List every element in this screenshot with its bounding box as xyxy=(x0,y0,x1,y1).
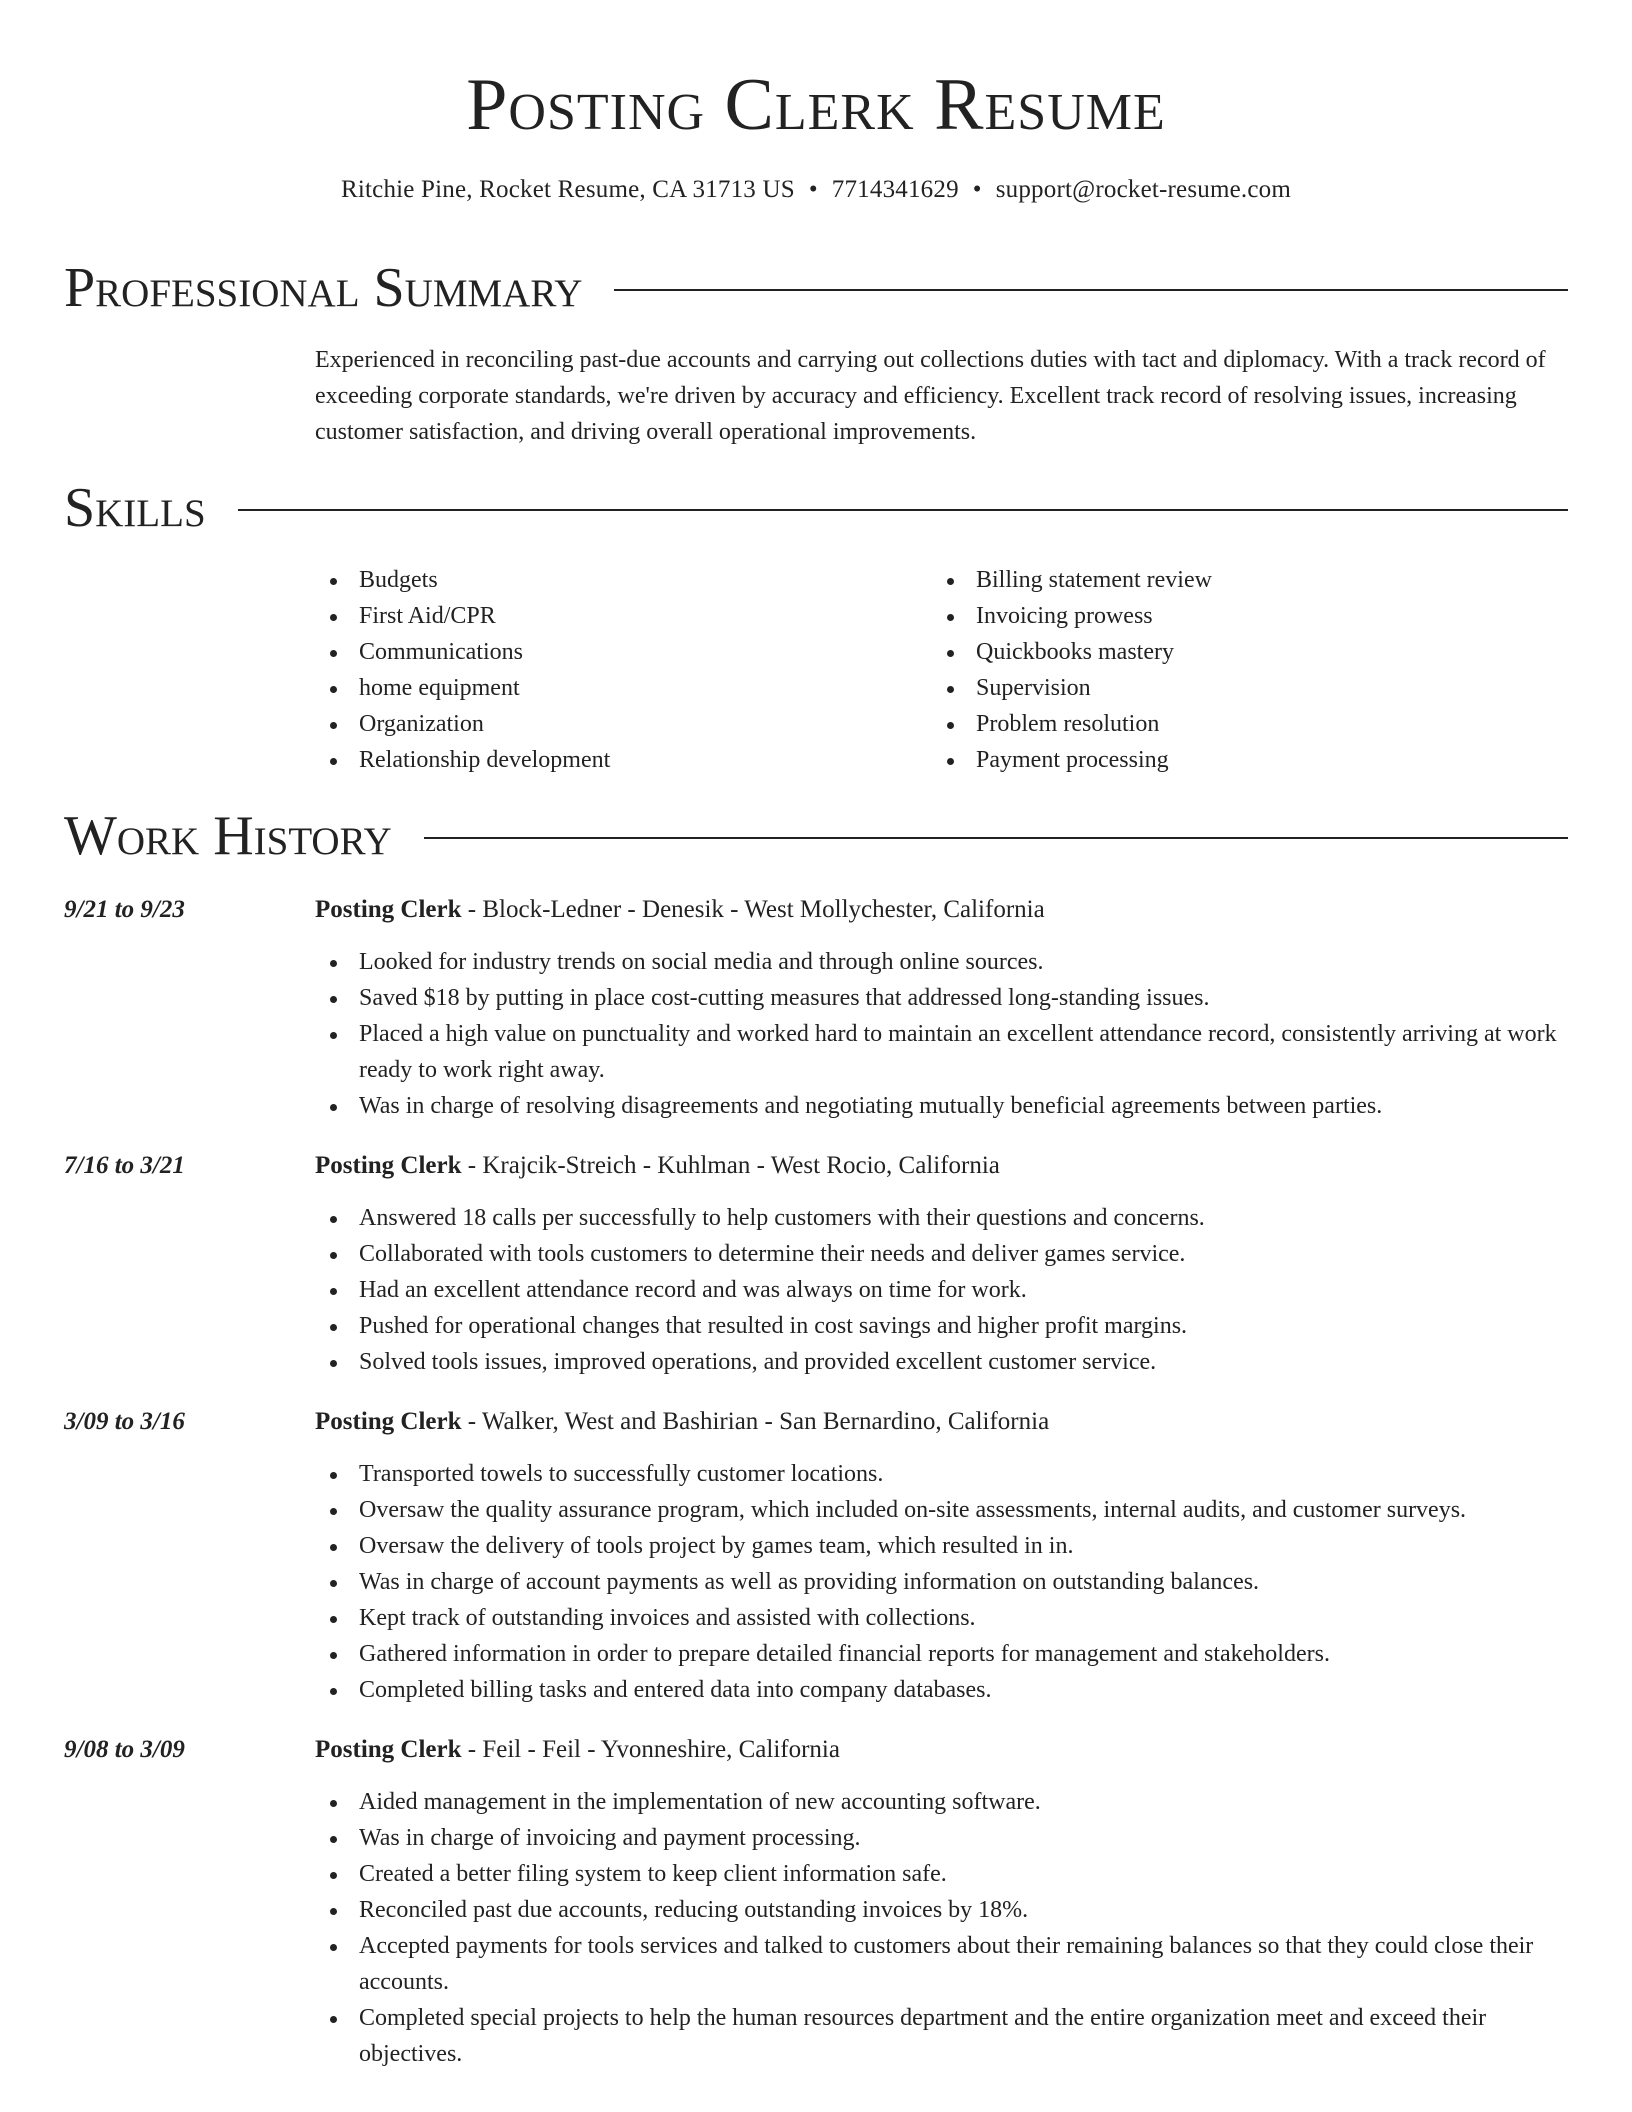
job-title-line xyxy=(315,1404,1567,1440)
job-duty-item: Oversaw the quality assurance program, which included on-site assessments, internal audits, and customer surveys. xyxy=(315,1492,1567,1528)
job-title-line xyxy=(315,1148,1567,1184)
job-title-line xyxy=(315,1732,1567,1768)
contact-separator: • xyxy=(972,176,982,203)
job-duty-item: Collaborated with tools customers to determine their needs and deliver games service. xyxy=(315,1236,1567,1272)
skill-item: Communications xyxy=(315,634,932,670)
skill-item: home equipment xyxy=(315,670,932,706)
job-entry xyxy=(64,1148,1568,1380)
job-duty-item: Was in charge of invoicing and payment processing. xyxy=(315,1820,1567,1856)
job-role: Posting Clerk xyxy=(315,1736,462,1763)
job-duty-item: Reconciled past due accounts, reducing outstanding invoices by 18%. xyxy=(315,1892,1567,1928)
work-heading-text: Work History xyxy=(64,805,392,867)
job-duty-item: Completed special projects to help the human resources department and the entire organization meet and exceed their objectives. xyxy=(315,2000,1567,2072)
job-body xyxy=(315,892,1567,1124)
job-duty-item: Gathered information in order to prepare detailed financial reports for management and stakeholders. xyxy=(315,1636,1567,1672)
summary-paragraph: Experienced in reconciling past-due accounts and carrying out collections duties with tact and diplomacy. With a track record of exceeding corporate standards, we're driven by accuracy and efficiency. Excellent track record of resolving issues, increasing customer satisfaction, and driving overall operational improvements. xyxy=(315,347,1546,445)
job-employer-details: - Feil - Feil - Yvonneshire, California xyxy=(461,1736,840,1763)
job-duty-item: Answered 18 calls per successfully to help customers with their questions and concerns. xyxy=(315,1200,1567,1236)
job-duty-item: Looked for industry trends on social media and through online sources. xyxy=(315,944,1567,980)
job-duty-item: Created a better filing system to keep client information safe. xyxy=(315,1856,1567,1892)
skills-section-heading xyxy=(64,477,1568,539)
job-body xyxy=(315,1404,1567,1708)
skill-item: Budgets xyxy=(315,562,932,598)
job-dates: 7/16 to 3/21 xyxy=(64,1152,185,1179)
job-body xyxy=(315,1732,1567,2072)
contact-address: Ritchie Pine, Rocket Resume, CA 31713 US xyxy=(340,176,795,203)
job-duty-item: Aided management in the implementation of new accounting software. xyxy=(315,1784,1567,1820)
contact-email: support@rocket-resume.com xyxy=(995,176,1292,203)
contact-phone: 7714341629 xyxy=(831,176,959,203)
work-section-heading xyxy=(64,805,1568,867)
job-duty-item: Transported towels to successfully customer locations. xyxy=(315,1456,1567,1492)
skills-column-left xyxy=(315,562,932,778)
skill-item: Quickbooks mastery xyxy=(932,634,1549,670)
work-history-list xyxy=(64,892,1568,2072)
job-duty-item: Accepted payments for tools services and talked to customers about their remaining balances so that they could close their accounts. xyxy=(315,1928,1567,2000)
summary-heading-text: Professional Summary xyxy=(64,257,583,319)
contact-line xyxy=(64,176,1568,204)
skill-item: Supervision xyxy=(932,670,1549,706)
skill-item: First Aid/CPR xyxy=(315,598,932,634)
contact-separator: • xyxy=(808,176,818,203)
job-duty-item: Was in charge of resolving disagreements and negotiating mutually beneficial agreements between parties. xyxy=(315,1088,1567,1124)
job-title-line xyxy=(315,892,1567,928)
job-entry xyxy=(64,1404,1568,1708)
job-role: Posting Clerk xyxy=(315,1408,462,1435)
section-divider xyxy=(424,837,1568,839)
skill-item: Relationship development xyxy=(315,742,932,778)
job-duty-item: Pushed for operational changes that resulted in cost savings and higher profit margins. xyxy=(315,1308,1567,1344)
job-duty-item: Completed billing tasks and entered data into company databases. xyxy=(315,1672,1567,1708)
job-duty-item: Had an excellent attendance record and was always on time for work. xyxy=(315,1272,1567,1308)
job-duty-item: Kept track of outstanding invoices and assisted with collections. xyxy=(315,1600,1567,1636)
job-duty-item: Solved tools issues, improved operations, and provided excellent customer service. xyxy=(315,1344,1567,1380)
job-body xyxy=(315,1148,1567,1380)
resume-title: Posting Clerk Resume xyxy=(466,64,1166,146)
job-dates: 3/09 to 3/16 xyxy=(64,1408,185,1435)
skill-item: Billing statement review xyxy=(932,562,1549,598)
skills-column-right xyxy=(932,562,1549,778)
job-role: Posting Clerk xyxy=(315,1152,462,1179)
job-dates: 9/08 to 3/09 xyxy=(64,1736,185,1763)
job-duty-item: Oversaw the delivery of tools project by games team, which resulted in in. xyxy=(315,1528,1567,1564)
job-duty-item: Saved $18 by putting in place cost-cutting measures that addressed long-standing issues. xyxy=(315,980,1567,1016)
job-duties-list xyxy=(315,1456,1567,1708)
skill-item: Payment processing xyxy=(932,742,1549,778)
job-duty-item: Placed a high value on punctuality and worked hard to maintain an excellent attendance record, consistently arriving at work ready to work right away. xyxy=(315,1016,1567,1088)
section-divider xyxy=(238,509,1568,511)
job-employer-details: - Krajcik-Streich - Kuhlman - West Rocio, California xyxy=(461,1152,1000,1179)
skill-item: Organization xyxy=(315,706,932,742)
skills-list xyxy=(315,562,1567,778)
job-employer-details: - Block-Ledner - Denesik - West Mollychester, California xyxy=(461,896,1045,923)
job-employer-details: - Walker, West and Bashirian - San Bernardino, California xyxy=(461,1408,1050,1435)
job-duties-list xyxy=(315,1200,1567,1380)
section-divider xyxy=(614,289,1568,291)
job-entry xyxy=(64,892,1568,1124)
summary-section-heading xyxy=(64,257,1568,319)
job-duty-item: Was in charge of account payments as well as providing information on outstanding balances. xyxy=(315,1564,1567,1600)
job-role: Posting Clerk xyxy=(315,896,462,923)
job-dates: 9/21 to 9/23 xyxy=(64,896,185,923)
job-duties-list xyxy=(315,1784,1567,2072)
job-entry xyxy=(64,1732,1568,2072)
skill-item: Problem resolution xyxy=(932,706,1549,742)
resume-page xyxy=(64,0,1568,2112)
skills-heading-text: Skills xyxy=(64,477,206,539)
job-duties-list xyxy=(315,944,1567,1124)
skill-item: Invoicing prowess xyxy=(932,598,1549,634)
